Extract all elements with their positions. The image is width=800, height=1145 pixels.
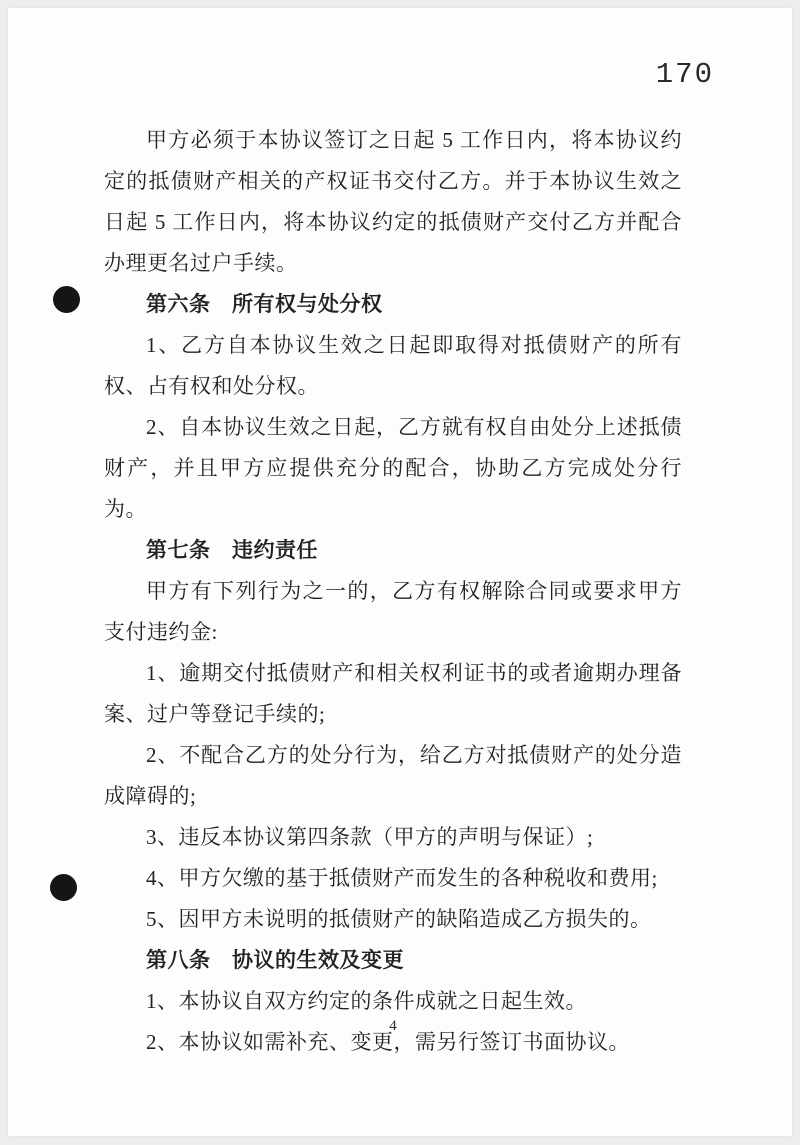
section-7-item-3: 3、违反本协议第四条款（甲方的声明与保证）; [146, 825, 594, 849]
section-6-item-1: 1、乙方自本协议生效之日起即取得对抵债财产的所有权、占有权和处分权。 [104, 333, 682, 398]
intro-paragraph: 甲方必须于本协议签订之日起 5 工作日内，将本协议约定的抵债财产相关的产权证书交付乙方。并于本协议生效之日起 5 工作日内，将本协议约定的抵债财产交付乙方并配合办理更名过户手续。 [104, 128, 682, 275]
section-6-item-2: 2、自本协议生效之日起，乙方就有权自由处分上述抵债财产，并且甲方应提供充分的配合，协助乙方完成处分行为。 [104, 415, 682, 521]
page-footer-number: 4 [389, 1018, 397, 1034]
section-7-item-5: 5、因甲方未说明的抵债财产的缺陷造成乙方损失的。 [146, 907, 652, 931]
section-8-item-1: 1、本协议自双方约定的条件成就之日起生效。 [146, 989, 587, 1013]
section-6-heading: 第六条 所有权与处分权 [146, 292, 383, 316]
document-body [104, 120, 682, 1063]
section-8-item-2: 2、本协议如需补充、变更，需另行签订书面协议。 [146, 1030, 630, 1054]
section-7-item-1: 1、逾期交付抵债财产和相关权利证书的或者逾期办理备案、过户等登记手续的; [104, 661, 682, 726]
binding-hole-dot-bottom [50, 874, 77, 901]
section-7-item-4: 4、甲方欠缴的基于抵债财产而发生的各种税收和费用; [146, 866, 658, 890]
section-7-heading: 第七条 违约责任 [146, 538, 318, 562]
page-stamp-number: 170 [655, 58, 714, 91]
section-7-item-2: 2、不配合乙方的处分行为，给乙方对抵债财产的处分造成障碍的; [104, 743, 682, 808]
paper-sheet [8, 8, 792, 1136]
binding-hole-dot-top [53, 286, 80, 313]
section-8-heading: 第八条 协议的生效及变更 [146, 948, 404, 972]
section-7-lead: 甲方有下列行为之一的，乙方有权解除合同或要求甲方支付违约金: [104, 579, 682, 644]
